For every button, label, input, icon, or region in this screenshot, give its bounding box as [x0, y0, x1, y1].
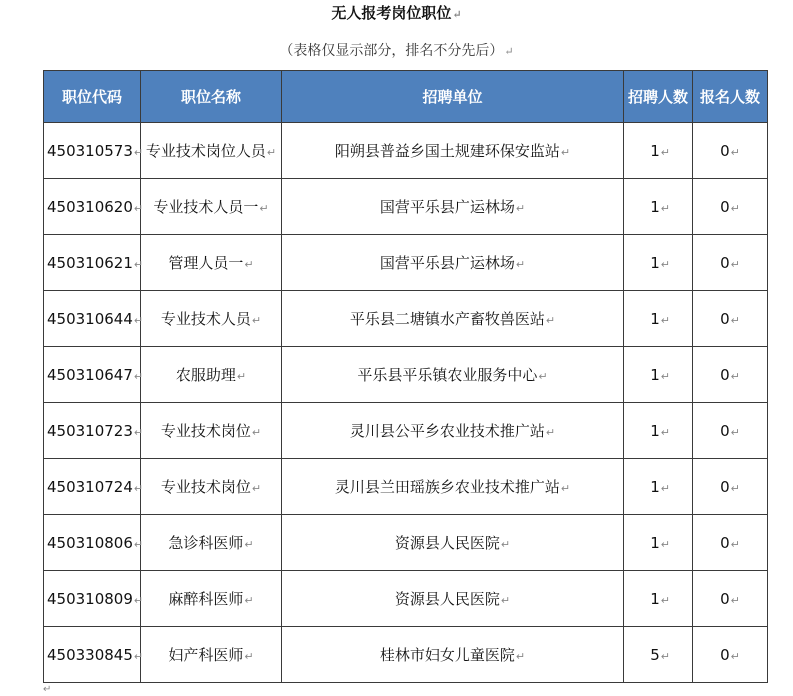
table-row	[44, 627, 768, 683]
paragraph-mark: ↵	[660, 145, 670, 159]
paragraph-mark: ↵	[560, 146, 571, 159]
cell-apply-count: 0↵	[693, 291, 768, 347]
paragraph-mark: ↵	[660, 369, 670, 383]
cell-position-name: 管理人员一↵	[141, 235, 282, 291]
cell-employer: 资源县人民医院↵	[282, 571, 624, 627]
cell-position-name: 专业技术岗位↵	[141, 459, 282, 515]
paragraph-mark: ↵	[730, 481, 740, 495]
cell-hire-count: 1↵	[624, 347, 693, 403]
cell-position-code: 450310809↵	[44, 571, 141, 627]
paragraph-mark: ↵	[515, 258, 526, 271]
paragraph-mark: ↵	[730, 425, 740, 439]
paragraph-mark: ↵	[515, 650, 526, 663]
cell-position-code: 450310573↵	[44, 123, 141, 179]
cell-hire-count: 1↵	[624, 515, 693, 571]
cell-employer: 阳朔县普益乡国土规建环保安监站↵	[282, 123, 624, 179]
paragraph-mark: ↵	[251, 314, 262, 327]
cell-employer: 灵川县兰田瑶族乡农业技术推广站↵	[282, 459, 624, 515]
paragraph-mark: ↵	[133, 649, 144, 663]
cell-employer: 国营平乐县广运林场↵	[282, 179, 624, 235]
header-position-name: 职位名称	[141, 71, 282, 123]
cell-position-name: 妇产科医师↵	[141, 627, 282, 683]
paragraph-mark: ↵	[560, 482, 571, 495]
cell-position-name: 农服助理↵	[141, 347, 282, 403]
cell-hire-count: 1↵	[624, 291, 693, 347]
table-header-row	[44, 71, 768, 123]
paragraph-mark: ↵	[545, 314, 556, 327]
cell-employer: 平乐县二塘镇水产畜牧兽医站↵	[282, 291, 624, 347]
paragraph-mark: ↵	[452, 8, 462, 21]
paragraph-mark: ↵	[500, 538, 511, 551]
paragraph-mark: ↵	[545, 426, 556, 439]
paragraph-mark: ↵	[133, 369, 144, 383]
cell-hire-count: 1↵	[624, 179, 693, 235]
paragraph-mark: ↵	[515, 202, 526, 215]
paragraph-mark: ↵	[133, 145, 144, 159]
paragraph-mark: ↵	[133, 425, 144, 439]
cell-position-code: 450310806↵	[44, 515, 141, 571]
paragraph-mark: ↵	[660, 537, 670, 551]
paragraph-mark: ↵	[43, 684, 52, 695]
header-hire-count: 招聘人数	[624, 71, 693, 123]
header-employer: 招聘单位	[282, 71, 624, 123]
page-title: 无人报考岗位职位↵	[331, 4, 462, 22]
paragraph-mark: ↵	[660, 593, 670, 607]
paragraph-mark: ↵	[244, 258, 254, 271]
cell-apply-count: 0↵	[693, 627, 768, 683]
cell-apply-count: 0↵	[693, 235, 768, 291]
paragraph-mark: ↵	[730, 369, 740, 383]
paragraph-mark: ↵	[730, 537, 740, 551]
cell-employer: 平乐县平乐镇农业服务中心↵	[282, 347, 624, 403]
cell-position-code: 450310644↵	[44, 291, 141, 347]
paragraph-mark: ↵	[504, 45, 514, 58]
cell-position-code: 450310620↵	[44, 179, 141, 235]
cell-employer: 灵川县公平乡农业技术推广站↵	[282, 403, 624, 459]
page-subtitle: （表格仅显示部分，排名不分先后）↵	[279, 43, 514, 59]
paragraph-mark: ↵	[133, 201, 144, 215]
table-row	[44, 291, 768, 347]
cell-apply-count: 0↵	[693, 347, 768, 403]
table-row	[44, 347, 768, 403]
paragraph-mark: ↵	[730, 649, 740, 663]
paragraph-mark: ↵	[730, 313, 740, 327]
cell-position-name: 专业技术人员一↵	[141, 179, 282, 235]
paragraph-mark: ↵	[538, 370, 548, 383]
cell-hire-count: 1↵	[624, 571, 693, 627]
cell-position-name: 急诊科医师↵	[141, 515, 282, 571]
cell-hire-count: 1↵	[624, 459, 693, 515]
paragraph-mark: ↵	[259, 202, 269, 215]
paragraph-mark: ↵	[133, 481, 144, 495]
table-row	[44, 515, 768, 571]
paragraph-mark: ↵	[133, 537, 144, 551]
cell-position-code: 450310724↵	[44, 459, 141, 515]
cell-position-name: 专业技术岗位人员↵	[141, 123, 282, 179]
table-row	[44, 235, 768, 291]
cell-position-code: 450310621↵	[44, 235, 141, 291]
cell-position-name: 专业技术人员↵	[141, 291, 282, 347]
paragraph-mark: ↵	[730, 145, 740, 159]
cell-apply-count: 0↵	[693, 571, 768, 627]
cell-position-name: 专业技术岗位↵	[141, 403, 282, 459]
paragraph-mark: ↵	[730, 257, 740, 271]
paragraph-mark: ↵	[244, 594, 254, 607]
paragraph-mark: ↵	[730, 593, 740, 607]
paragraph-mark: ↵	[660, 481, 670, 495]
paragraph-mark: ↵	[133, 593, 144, 607]
paragraph-mark: ↵	[266, 146, 277, 159]
cell-hire-count: 1↵	[624, 235, 693, 291]
cell-hire-count: 1↵	[624, 123, 693, 179]
table-row	[44, 459, 768, 515]
cell-apply-count: 0↵	[693, 123, 768, 179]
paragraph-mark: ↵	[236, 370, 247, 383]
header-position-code: 职位代码	[44, 71, 141, 123]
positions-table	[43, 70, 768, 683]
cell-position-name: 麻醉科医师↵	[141, 571, 282, 627]
cell-apply-count: 0↵	[693, 403, 768, 459]
cell-employer: 桂林市妇女儿童医院↵	[282, 627, 624, 683]
paragraph-mark: ↵	[251, 426, 262, 439]
paragraph-mark: ↵	[244, 538, 254, 551]
cell-hire-count: 5↵	[624, 627, 693, 683]
cell-position-code: 450330845↵	[44, 627, 141, 683]
table-row	[44, 123, 768, 179]
paragraph-mark: ↵	[500, 594, 511, 607]
paragraph-mark: ↵	[244, 650, 254, 663]
paragraph-mark: ↵	[660, 257, 670, 271]
paragraph-mark: ↵	[660, 201, 670, 215]
table-row	[44, 403, 768, 459]
cell-employer: 国营平乐县广运林场↵	[282, 235, 624, 291]
cell-apply-count: 0↵	[693, 515, 768, 571]
table-row	[44, 571, 768, 627]
paragraph-mark: ↵	[730, 201, 740, 215]
cell-employer: 资源县人民医院↵	[282, 515, 624, 571]
paragraph-mark: ↵	[251, 482, 262, 495]
cell-position-code: 450310647↵	[44, 347, 141, 403]
header-apply-count: 报名人数	[693, 71, 768, 123]
paragraph-mark: ↵	[660, 425, 670, 439]
table-row	[44, 179, 768, 235]
paragraph-mark: ↵	[133, 313, 144, 327]
paragraph-mark: ↵	[660, 313, 670, 327]
cell-apply-count: 0↵	[693, 459, 768, 515]
cell-apply-count: 0↵	[693, 179, 768, 235]
cell-position-code: 450310723↵	[44, 403, 141, 459]
paragraph-mark: ↵	[133, 257, 144, 271]
paragraph-mark: ↵	[660, 649, 670, 663]
cell-hire-count: 1↵	[624, 403, 693, 459]
